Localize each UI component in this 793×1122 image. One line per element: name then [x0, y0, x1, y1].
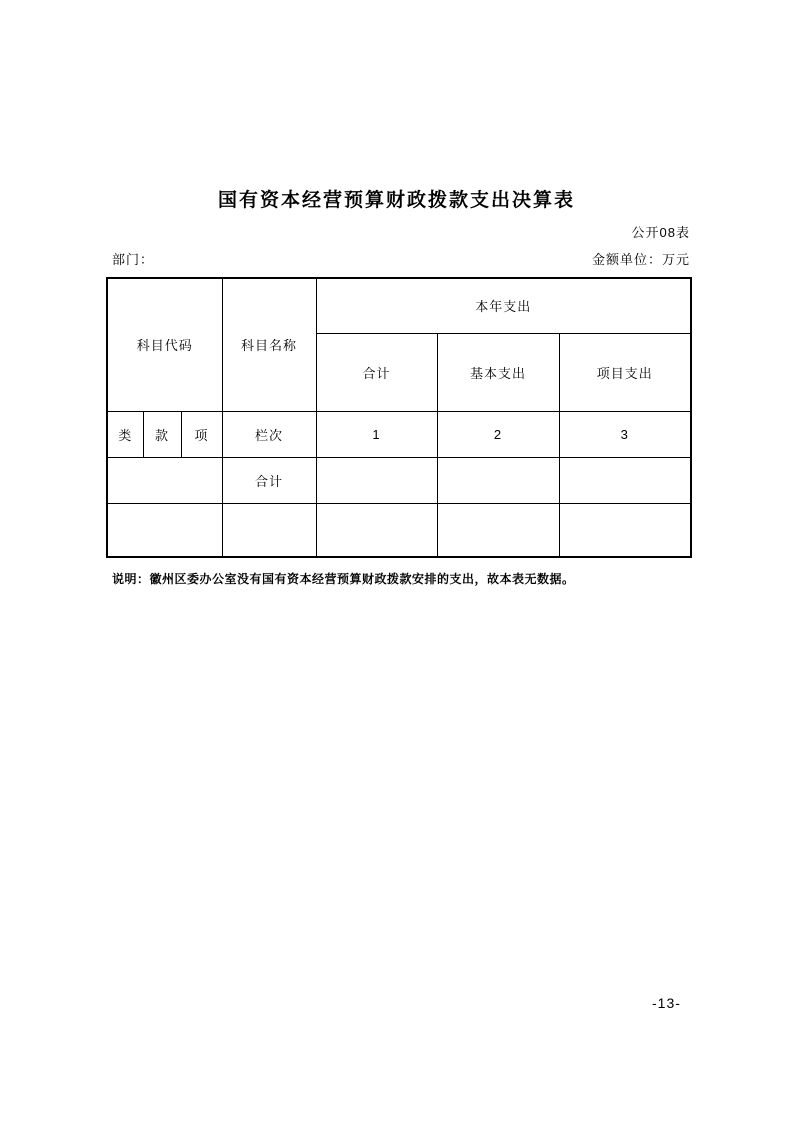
- table-row: [107, 503, 691, 557]
- header-total: 合计: [316, 333, 437, 411]
- cell-project: [559, 503, 691, 557]
- cell-code: [107, 503, 222, 557]
- cell-name: 合计: [222, 457, 316, 503]
- table-code-label: 公开08表: [631, 225, 690, 240]
- header-column-number-1: 1: [316, 411, 437, 457]
- cell-basic: [437, 503, 559, 557]
- header-column-number-2: 2: [437, 411, 559, 457]
- header-subject-name: 科目名称: [222, 278, 316, 411]
- table-row: [107, 457, 691, 503]
- header-basic-expenditure: 基本支出: [437, 333, 559, 411]
- note-text: 说明：徽州区委办公室没有国有资本经营预算财政拨款安排的支出，故本表无数据。: [112, 572, 575, 586]
- cell-total: [316, 503, 437, 557]
- cell-code: [107, 457, 222, 503]
- header-section: 款: [143, 411, 181, 457]
- header-project-expenditure: 项目支出: [559, 333, 691, 411]
- page-title: 国有资本经营预算财政拨款支出决算表: [217, 190, 575, 211]
- expenditure-table: [106, 277, 692, 558]
- page-number: -13-: [652, 995, 681, 1011]
- cell-basic: [437, 457, 559, 503]
- unit-label: 金额单位：万元: [591, 252, 690, 267]
- header-item: 项: [181, 411, 222, 457]
- cell-total: [316, 457, 437, 503]
- header-subject-code: 科目代码: [107, 278, 222, 411]
- department-label: 部门：: [112, 252, 155, 267]
- header-column-number-3: 3: [559, 411, 691, 457]
- header-class: 类: [107, 411, 143, 457]
- cell-project: [559, 457, 691, 503]
- header-column-row-label: 栏次: [222, 411, 316, 457]
- header-current-year-expenditure: 本年支出: [316, 278, 691, 333]
- cell-name: [222, 503, 316, 557]
